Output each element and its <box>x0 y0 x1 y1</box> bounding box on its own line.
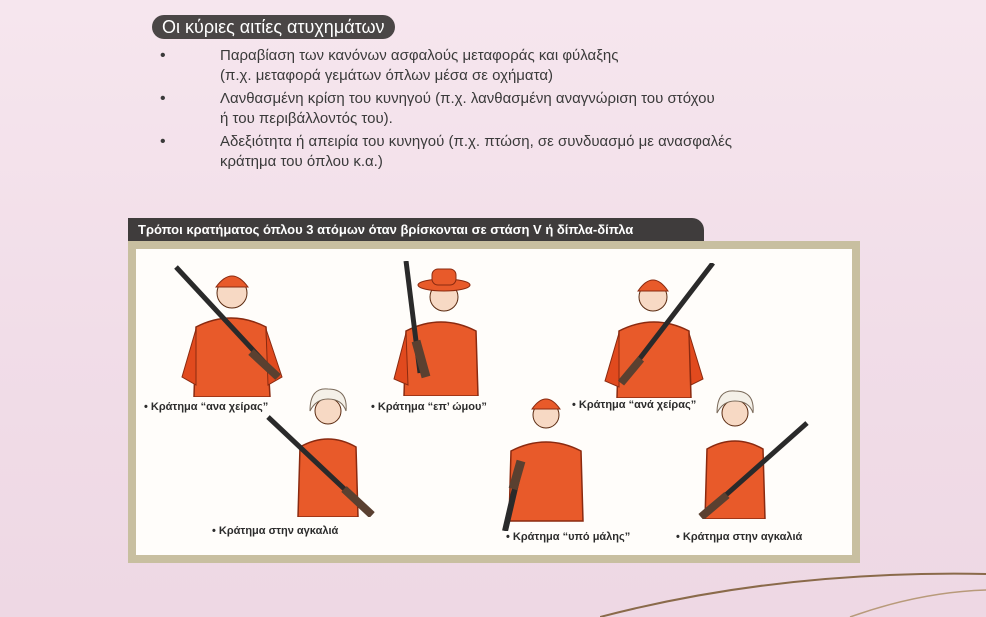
cause-line: Αδεξιότητα ή απειρία του κυνηγού (π.χ. πτώση, σε συνδυασμό με ανασφαλές <box>220 133 733 150</box>
illustration-panel <box>128 241 860 563</box>
cause-line: Λανθασμένη κρίση του κυνηγού (π.χ. λανθασμένη αναγνώριση του στόχου <box>220 90 715 107</box>
hunter-figure-hat-icon <box>386 261 496 396</box>
caption-hand-carry-alt: • Κράτημα “ανά χείρας” <box>572 399 697 411</box>
cause-line: (π.χ. μεταφορά γεμάτων όπλων μέσα σε οχήματα) <box>220 67 553 84</box>
causes-list <box>160 46 800 175</box>
caption-underarm-carry: • Κράτημα “υπό μάλης” <box>506 531 631 543</box>
bullet: • <box>160 47 166 64</box>
caption-hand-carry: • Κράτημα “ανα χείρας” <box>144 401 269 413</box>
hunter-figure-woman-icon <box>264 377 384 517</box>
cause-line: κράτημα του όπλου κ.α.) <box>220 153 383 170</box>
caption-cradle-carry-alt: • Κράτημα στην αγκαλιά <box>676 531 803 543</box>
caption-cradle-carry: • Κράτημα στην αγκαλιά <box>212 525 339 537</box>
hunter-figure-cap-icon <box>491 381 601 531</box>
cause-item <box>160 132 800 172</box>
bullet: • <box>160 90 166 107</box>
cause-line: ή του περιβάλλοντός του). <box>220 110 393 127</box>
cause-item <box>160 46 800 86</box>
section-heading: Οι κύριες αιτίες ατυχημάτων <box>152 15 395 39</box>
hunter-figure-cap-icon <box>166 257 296 397</box>
bullet: • <box>160 133 166 150</box>
hunter-figure-cap-icon <box>591 263 721 398</box>
cause-line: Παραβίαση των κανόνων ασφαλούς μεταφοράς και φύλαξης <box>220 47 619 64</box>
decorative-swoosh <box>600 560 986 617</box>
caption-shoulder-carry: • Κράτημα “επ’ ώμου” <box>371 401 487 413</box>
hunter-figure-woman-icon <box>691 379 811 519</box>
carry-positions-banner: Τρόποι κρατήματος όπλου 3 ατόμων όταν βρίσκονται σε στάση V ή δίπλα-δίπλα <box>128 218 704 242</box>
cause-item <box>160 89 800 129</box>
